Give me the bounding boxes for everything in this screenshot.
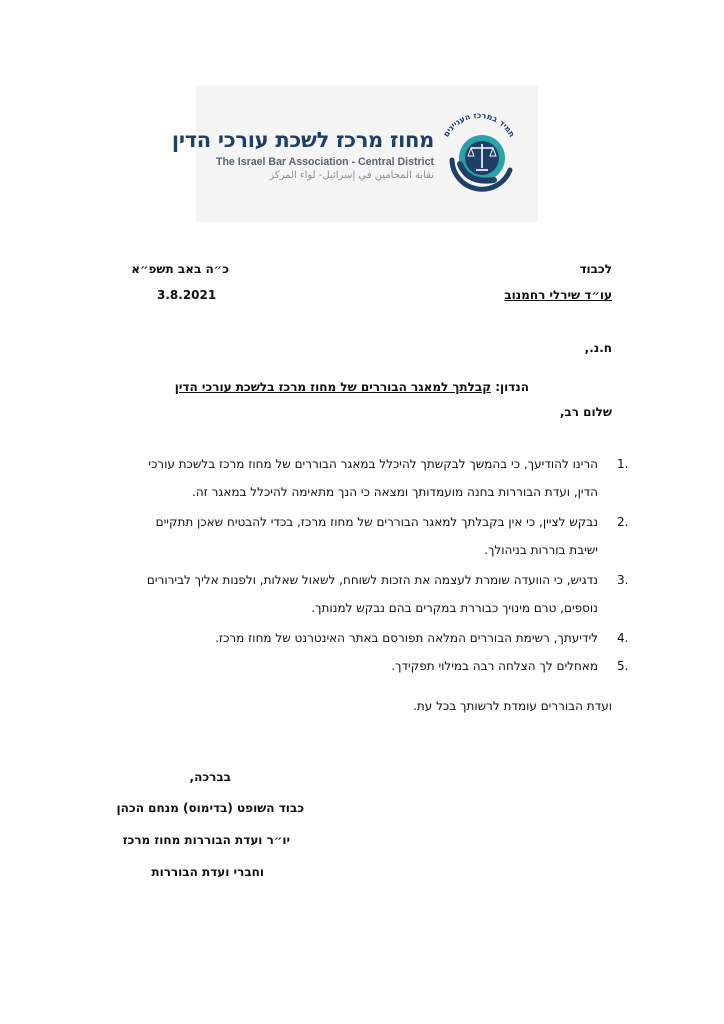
list-item-line: הרינו להודיעך, כי בהמשך לבקשתך להיכלל במאגר הבוררים של מחוז מרכז בלשכת עורכי <box>148 457 598 471</box>
list-item-number: 1. <box>617 457 629 471</box>
svg-text:תמיד במרכז העניינים: תמיד במרכז העניינים <box>441 110 517 139</box>
list-item-number: 5. <box>617 659 629 673</box>
list-item-line: נדגיש, כי הוועדה שומרת לעצמה את הזכות לשוחח, לשאול שאלות, ולפנות אליך לבירורים <box>146 573 598 587</box>
recipient-name: עו״ד שירלי רחמנוב <box>504 288 612 302</box>
signer-name: כבוד השופט (בדימוס) מנחם הכהן <box>116 801 304 815</box>
blessing: בברכה, <box>189 770 231 784</box>
list-item-number: 4. <box>617 631 629 645</box>
list-item-line: לידיעתך, רשימת הבוררים המלאה תפורסם באתר האינטרנט של מחוז מרכז. <box>215 631 598 645</box>
greeting-short: ח.נ., <box>584 341 612 355</box>
subject-text: קבלתך למאגר הבוררים של מחוז מרכז בלשכת עורכי הדין <box>174 380 492 394</box>
gregorian-date: 3.8.2021 <box>157 288 217 302</box>
hebrew-date: כ״ה באב תשפ״א <box>131 262 229 276</box>
salutation: שלום רב, <box>559 405 612 419</box>
signer-title: יו״ר ועדת הבוררות מחוז מרכז <box>122 833 290 847</box>
logo-title-english: The Israel Bar Association - Central District <box>215 156 434 168</box>
list-item-line: נבקש לציין, כי אין בקבלתך למאגר הבוררים של מחוז מרכז, בכדי להבטיח שאכן תתקיים <box>155 515 598 529</box>
to-label: לכבוד <box>579 262 612 276</box>
list-item-line: הדין, ועדת הבוררות בחנה מועמדותך ומצאה כי הנך מתאימה להיכלל במאגר זה. <box>192 485 598 499</box>
logo-title-hebrew: מחוז מרכז לשכת עורכי הדין <box>171 128 434 152</box>
list-item-line: נוספים, טרם מינויך כבוררת במקרים בהם נבקש למנותך. <box>311 601 598 615</box>
list-item-line: מאחלים לך הצלחה רבה במילוי תפקידך. <box>391 659 598 673</box>
list-item-number: 3. <box>617 573 629 587</box>
list-item-line: ישיבת בוררות בניהולך. <box>484 543 598 557</box>
letterhead-logo <box>171 86 538 222</box>
subject-line <box>175 380 529 394</box>
list-item-number: 2. <box>617 515 629 529</box>
committee-members: וחברי ועדת הבוררות <box>151 865 264 879</box>
scales-of-justice-emblem-icon <box>424 98 534 208</box>
subject-prefix: הנדון: <box>495 380 529 394</box>
closing-note: ועדת הבוררים עומדת לרשותך בכל עת. <box>413 699 612 713</box>
logo-title-arabic: نقابة المحامين في إسرائيل- لواء المركز <box>269 170 434 181</box>
